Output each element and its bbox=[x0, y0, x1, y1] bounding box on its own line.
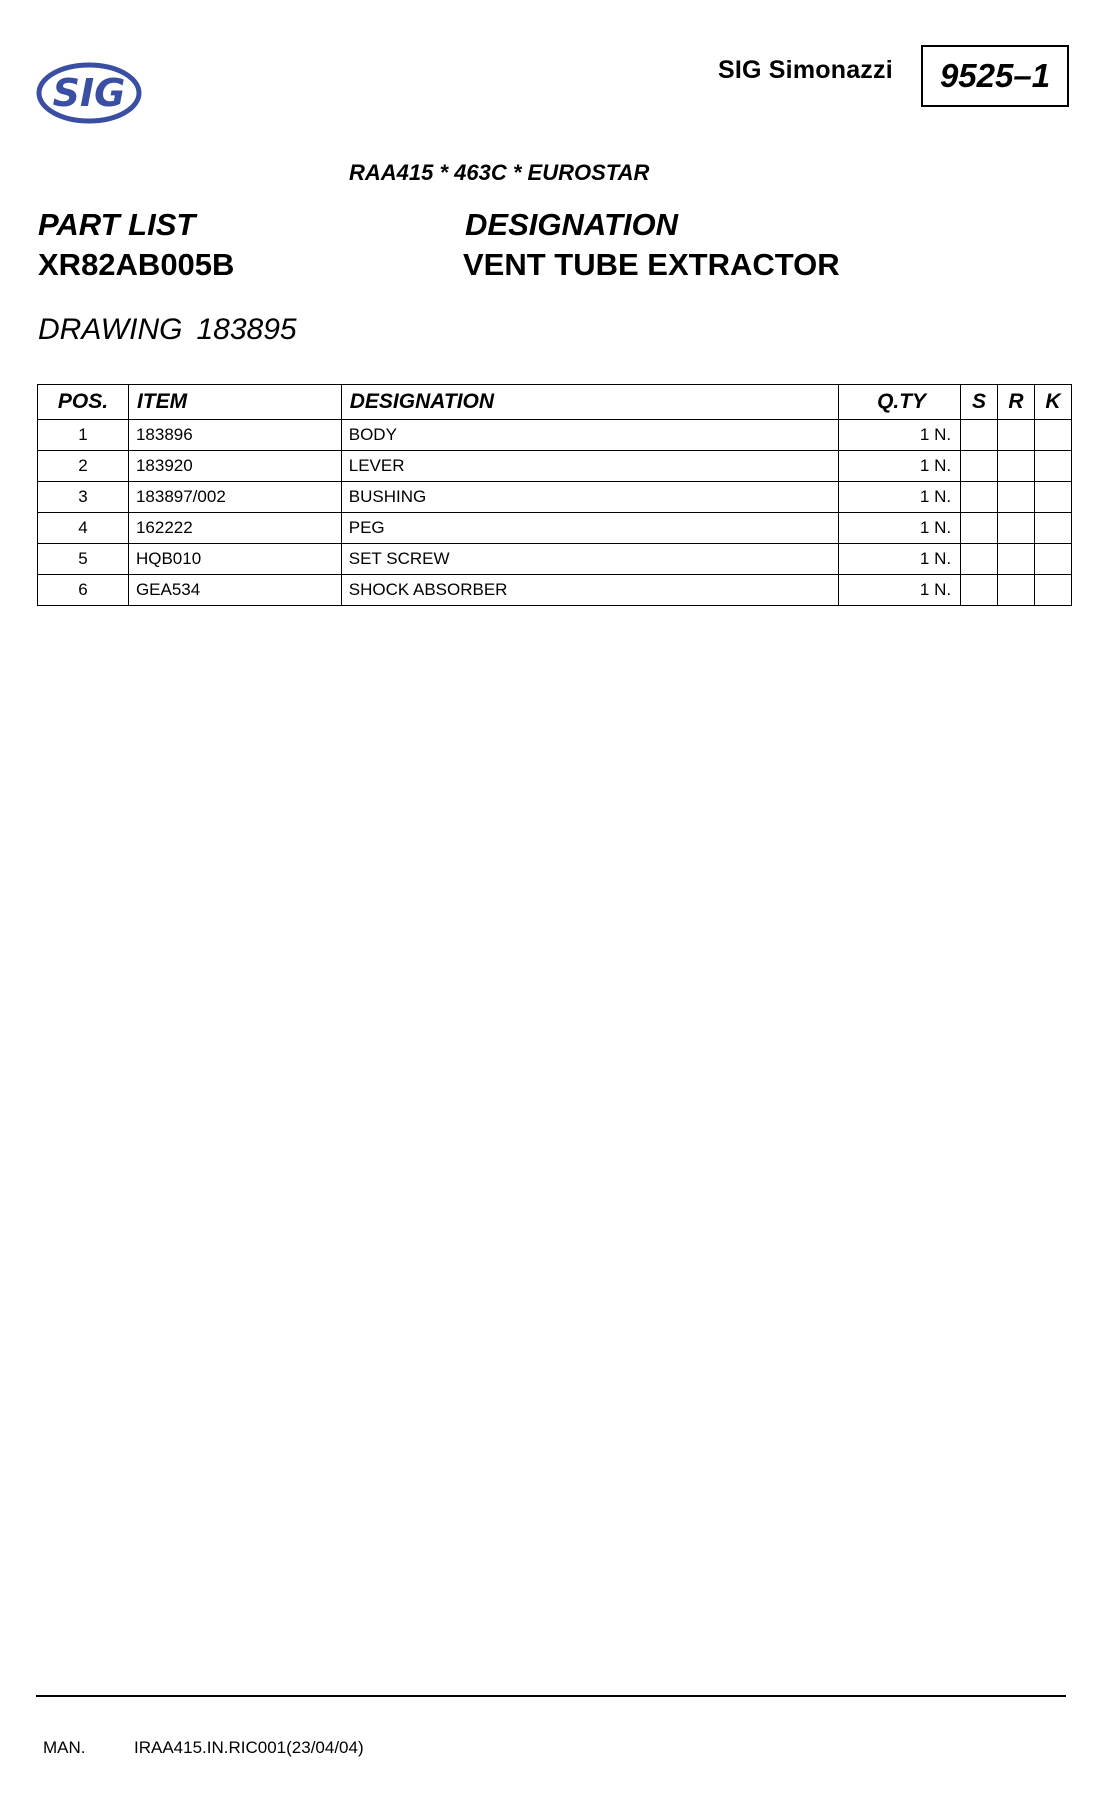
cell-pos: 6 bbox=[38, 575, 129, 606]
drawing-reference bbox=[38, 313, 311, 347]
cell-qty: 1 N. bbox=[839, 482, 961, 513]
cell-qty: 1 N. bbox=[839, 451, 961, 482]
cell-k bbox=[1034, 482, 1071, 513]
table-row bbox=[38, 451, 1072, 482]
cell-item: 183896 bbox=[128, 420, 341, 451]
document-number: 9525–1 bbox=[921, 45, 1069, 107]
header-designation: DESIGNATION bbox=[341, 385, 838, 420]
cell-item: HQB010 bbox=[128, 544, 341, 575]
table-row bbox=[38, 544, 1072, 575]
cell-k bbox=[1034, 513, 1071, 544]
sig-logo bbox=[36, 61, 142, 125]
cell-designation: SET SCREW bbox=[341, 544, 838, 575]
cell-k bbox=[1034, 420, 1071, 451]
cell-s bbox=[961, 575, 998, 606]
cell-s bbox=[961, 451, 998, 482]
cell-r bbox=[998, 575, 1035, 606]
table-row bbox=[38, 575, 1072, 606]
cell-pos: 4 bbox=[38, 513, 129, 544]
cell-r bbox=[998, 451, 1035, 482]
cell-s bbox=[961, 420, 998, 451]
header-pos: POS. bbox=[38, 385, 129, 420]
table-row bbox=[38, 482, 1072, 513]
cell-r bbox=[998, 482, 1035, 513]
cell-designation: LEVER bbox=[341, 451, 838, 482]
header-r: R bbox=[998, 385, 1035, 420]
table-header-row bbox=[38, 385, 1072, 420]
cell-pos: 5 bbox=[38, 544, 129, 575]
cell-s bbox=[961, 513, 998, 544]
cell-k bbox=[1034, 575, 1071, 606]
svg-text:SIG: SIG bbox=[52, 71, 126, 115]
cell-item: GEA534 bbox=[128, 575, 341, 606]
part-list-label: PART LIST bbox=[38, 207, 196, 242]
header-item: ITEM bbox=[128, 385, 341, 420]
cell-k bbox=[1034, 544, 1071, 575]
cell-designation: BUSHING bbox=[341, 482, 838, 513]
cell-pos: 1 bbox=[38, 420, 129, 451]
cell-s bbox=[961, 544, 998, 575]
cell-pos: 2 bbox=[38, 451, 129, 482]
footer-man-label: MAN. bbox=[43, 1738, 86, 1757]
designation-label: DESIGNATION bbox=[465, 207, 678, 242]
cell-pos: 3 bbox=[38, 482, 129, 513]
cell-item: 183920 bbox=[128, 451, 341, 482]
cell-r bbox=[998, 420, 1035, 451]
cell-item: 183897/002 bbox=[128, 482, 341, 513]
brand-name: SIG Simonazzi bbox=[718, 56, 893, 84]
cell-designation: BODY bbox=[341, 420, 838, 451]
cell-qty: 1 N. bbox=[839, 575, 961, 606]
table-row bbox=[38, 420, 1072, 451]
footer-divider bbox=[36, 1695, 1066, 1697]
model-line: RAA415 * 463C * EUROSTAR bbox=[349, 160, 650, 185]
cell-designation: PEG bbox=[341, 513, 838, 544]
cell-qty: 1 N. bbox=[839, 513, 961, 544]
cell-r bbox=[998, 513, 1035, 544]
header-s: S bbox=[961, 385, 998, 420]
cell-s bbox=[961, 482, 998, 513]
cell-qty: 1 N. bbox=[839, 544, 961, 575]
part-list-code: XR82AB005B bbox=[38, 247, 235, 282]
cell-k bbox=[1034, 451, 1071, 482]
header-k: K bbox=[1034, 385, 1071, 420]
cell-r bbox=[998, 544, 1035, 575]
footer-reference: IRAA415.IN.RIC001(23/04/04) bbox=[134, 1738, 364, 1757]
parts-table bbox=[37, 384, 1072, 606]
designation-value: VENT TUBE EXTRACTOR bbox=[463, 247, 840, 282]
cell-designation: SHOCK ABSORBER bbox=[341, 575, 838, 606]
drawing-number: 183895 bbox=[196, 313, 297, 346]
cell-qty: 1 N. bbox=[839, 420, 961, 451]
cell-item: 162222 bbox=[128, 513, 341, 544]
header-qty: Q.TY bbox=[839, 385, 961, 420]
drawing-label: DRAWING bbox=[38, 313, 183, 346]
table-row bbox=[38, 513, 1072, 544]
